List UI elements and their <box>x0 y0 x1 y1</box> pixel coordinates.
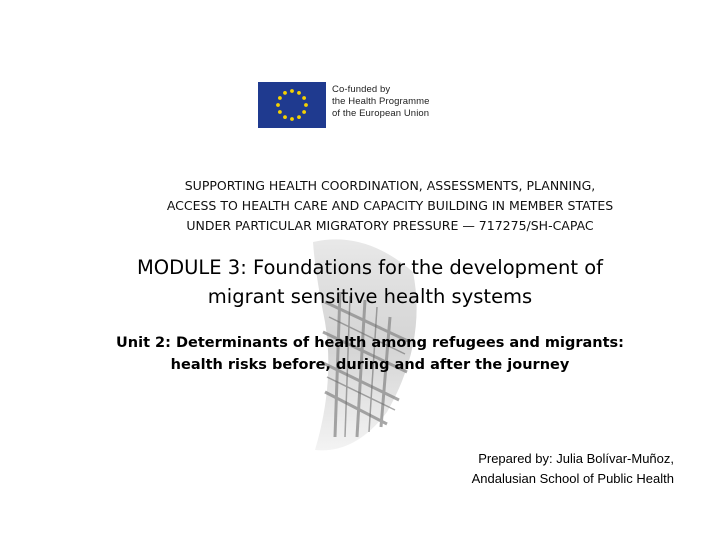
module-title-line: MODULE 3: Foundations for the development of <box>136 256 604 279</box>
module-title-line: migrant sensitive health systems <box>207 285 533 308</box>
eu-logo-line: Co-funded by <box>332 84 391 95</box>
module-title <box>60 253 680 311</box>
unit-title-line: Unit 2: Determinants of health among refugees and migrants: <box>116 335 624 351</box>
eu-cofunding-logo <box>258 82 433 130</box>
prepared-by-line: Prepared by: Julia Bolívar-Muñoz, <box>478 451 674 466</box>
project-title-line: ACCESS TO HEALTH CARE AND CAPACITY BUILDING IN MEMBER STATES <box>166 198 614 213</box>
eu-logo-line: the Health Programme <box>332 96 430 107</box>
project-title-line: SUPPORTING HEALTH COORDINATION, ASSESSMENTS, PLANNING, <box>184 178 596 193</box>
eu-logo-text <box>332 84 437 120</box>
eu-flag-icon <box>258 82 326 128</box>
prepared-by <box>400 449 710 489</box>
unit-title-line: health risks before, during and after the journey <box>170 357 570 373</box>
eu-logo-line: of the European Union <box>332 108 430 119</box>
project-title-line: UNDER PARTICULAR MIGRATORY PRESSURE — 717275/SH-CAPAC <box>186 218 594 233</box>
prepared-by-line: Andalusian School of Public Health <box>471 471 674 486</box>
unit-title <box>40 332 700 376</box>
project-title <box>110 176 670 236</box>
